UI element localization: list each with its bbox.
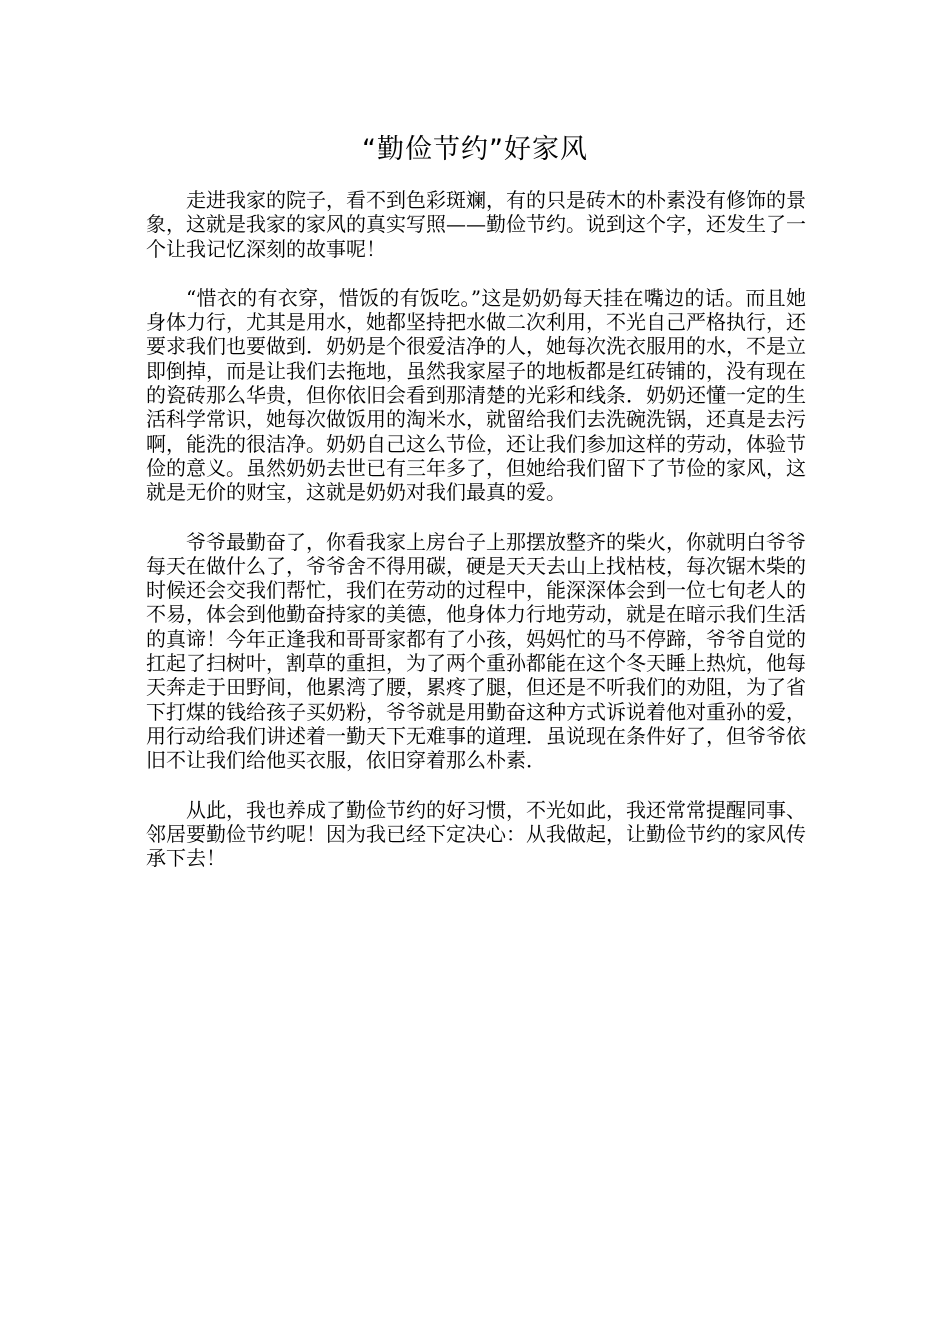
document-body	[146, 188, 806, 895]
paragraph-3: 爷爷最勤奋了，你看我家上房台子上那摆放整齐的柴火，你就明白爷爷每天在做什么了，爷爷舍不得用碳，硬是天天去山上找枯枝，每次锯木柴的时候还会交我们帮忙，我们在劳动的过程中，能深深体会到一位七旬老人的不易，体会到他勤奋持家的美德，他身体力行地劳动，就是在暗示我们生活的真谛！今年正逢我和哥哥家都有了小孩，妈妈忙的马不停蹄，爷爷自觉的扛起了扫树叶，割草的重担，为了两个重孙都能在这个冬天睡上热炕，他每天奔走于田野间，他累湾了腰，累疼了腿，但还是不听我们的劝阻，为了省下打煤的钱给孩子买奶粉，爷爷就是用勤奋这种方式诉说着他对重孙的爱，用行动给我们讲述着一勤天下无难事的道理．虽说现在条件好了，但爷爷依旧不让我们给他买衣服，依旧穿着那么朴素．	[146, 529, 806, 773]
paragraph-1: 走进我家的院子，看不到色彩斑斓，有的只是砖木的朴素没有修饰的景象，这就是我家的家风的真实写照——勤俭节约。说到这个字，还发生了一个让我记忆深刻的故事呢！	[146, 188, 806, 261]
paragraph-2: “惜衣的有衣穿，惜饭的有饭吃。”这是奶奶每天挂在嘴边的话。而且她身体力行，尤其是用水，她都坚持把水做二次利用，不光自己严格执行，还要求我们也要做到．奶奶是个很爱洁净的人，她每次洗衣服用的水，不是立即倒掉，而是让我们去拖地，虽然我家屋子的地板都是红砖铺的，没有现在的瓷砖那么华贵，但你依旧会看到那清楚的光彩和线条．奶奶还懂一定的生活科学常识，她每次做饭用的淘米水，就留给我们去洗碗洗锅，还真是去污啊，能洗的很洁净。奶奶自己这么节俭，还让我们参加这样的劳动，体验节俭的意义。虽然奶奶去世已有三年多了，但她给我们留下了节俭的家风，这就是无价的财宝，这就是奶奶对我们最真的爱。	[146, 285, 806, 505]
paragraph-4: 从此，我也养成了勤俭节约的好习惯，不光如此，我还常常提醒同事、邻居要勤俭节约呢！因为我已经下定决心：从我做起，让勤俭节约的家风传承下去！	[146, 797, 806, 871]
document-title: “勤俭节约”好家风	[362, 134, 588, 165]
